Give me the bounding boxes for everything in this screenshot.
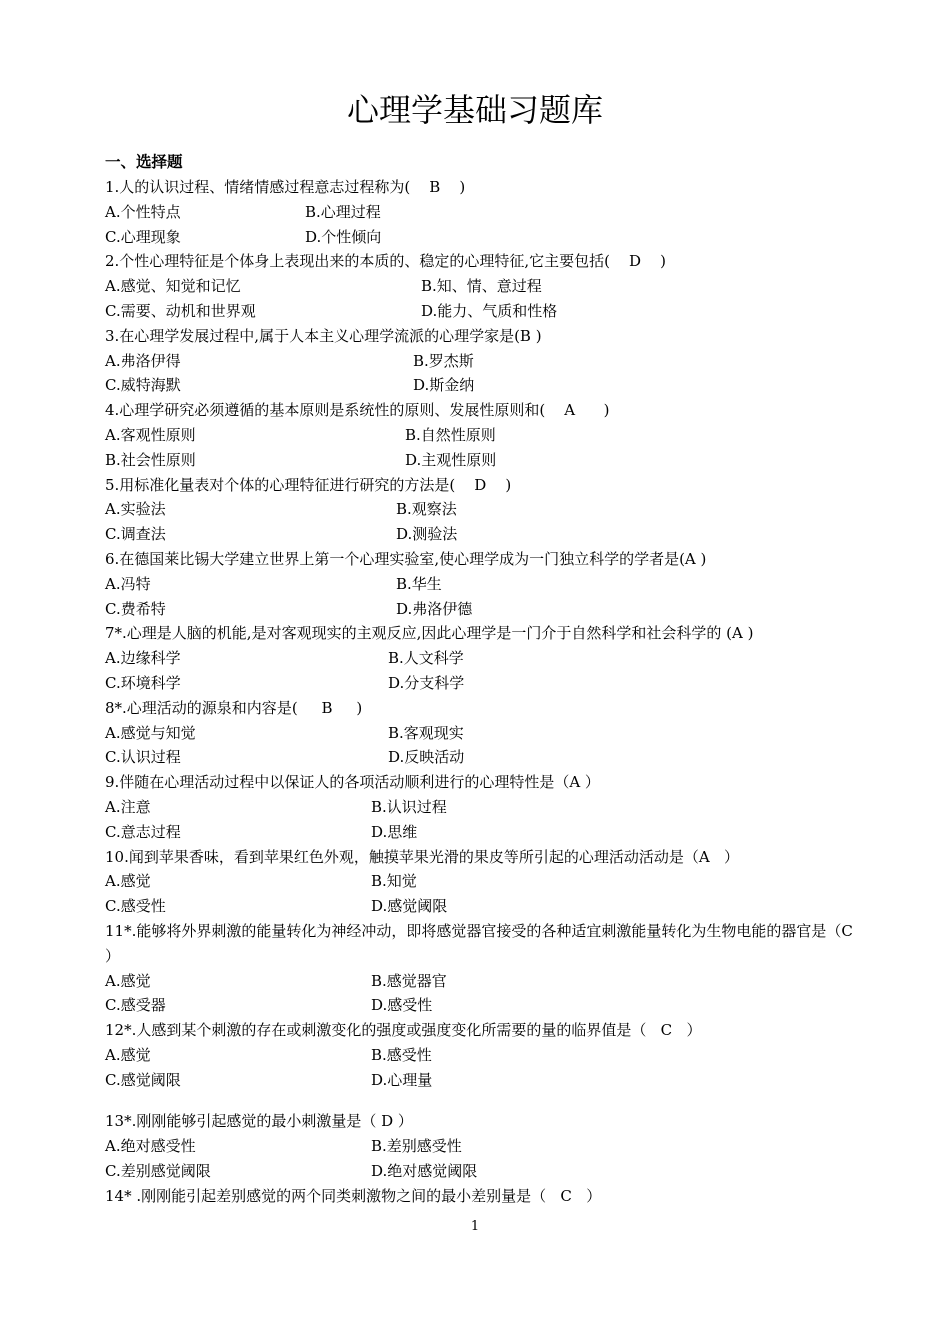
option-b: B.感受性 <box>371 1045 432 1064</box>
option-b: B.心理过程 <box>305 202 381 221</box>
option-b: B.知觉 <box>371 872 417 891</box>
question-4: 4.心理学研究必须遵循的基本原则是系统性的原则、发展性原则和( A ) <box>105 401 610 420</box>
question-8: 8*.心理活动的源泉和内容是( B ) <box>105 698 363 717</box>
options-row <box>105 274 865 299</box>
options-row <box>105 448 865 473</box>
options-row <box>105 820 865 845</box>
option-a: A.感觉 <box>105 1045 151 1064</box>
option-a: A.绝对感受性 <box>105 1137 196 1156</box>
option-d: D.测验法 <box>396 525 458 544</box>
option-c: C.威特海默 <box>105 376 181 395</box>
option-d: D.感觉阈限 <box>371 897 448 916</box>
option-d: D.感受性 <box>371 996 433 1015</box>
options-row <box>105 993 865 1018</box>
question-14: 14* .刚刚能引起差别感觉的两个同类刺激物之间的最小差别量是（ C ） <box>105 1186 602 1205</box>
option-c: C.需要、动机和世界观 <box>105 301 256 320</box>
option-b: B.差别感受性 <box>371 1137 462 1156</box>
option-d: D.弗洛伊德 <box>396 599 473 618</box>
option-c: C.认识过程 <box>105 748 181 767</box>
options-row <box>105 1134 865 1159</box>
option-a: A.感觉 <box>105 971 151 990</box>
options-row <box>105 869 865 894</box>
option-c: C.感受性 <box>105 897 166 916</box>
option-d: D.斯金纳 <box>413 376 475 395</box>
option-c: C.心理现象 <box>105 227 181 246</box>
document-title: 心理学基础习题库 <box>346 91 603 129</box>
options-row <box>105 1043 865 1068</box>
option-d: D.思维 <box>371 822 418 841</box>
option-d: D.能力、气质和性格 <box>421 301 558 320</box>
option-c: B.社会性原则 <box>105 450 196 469</box>
options-row <box>105 894 865 919</box>
option-a: A.弗洛伊得 <box>105 351 181 370</box>
options-row <box>105 597 865 622</box>
option-d: D.个性倾向 <box>305 227 382 246</box>
option-a: A.冯特 <box>105 574 151 593</box>
option-c: C.感觉阈限 <box>105 1070 181 1089</box>
question-5: 5.用标准化量表对个体的心理特征进行研究的方法是( D ) <box>105 475 512 494</box>
question-6: 6.在德国莱比锡大学建立世界上第一个心理实验室,使心理学成为一门独立科学的学者是(A ) <box>105 549 707 568</box>
options-row <box>105 572 865 597</box>
options-row <box>105 522 865 547</box>
option-a: A.实验法 <box>105 500 166 519</box>
section-heading: 一、选择题 <box>105 152 183 171</box>
question-10: 10.闻到苹果香味，看到苹果红色外观，触摸苹果光滑的果皮等所引起的心理活动活动是（A ） <box>105 847 739 866</box>
option-a: A.感觉与知觉 <box>105 723 196 742</box>
options-row <box>105 299 865 324</box>
question-12: 12*.人感到某个刺激的存在或刺激变化的强度或强度变化所需要的量的临界值是（ C ） <box>105 1021 702 1040</box>
options-row <box>105 373 865 398</box>
option-d: D.绝对感觉阈限 <box>371 1162 478 1181</box>
option-d: D.主观性原则 <box>405 450 497 469</box>
option-a: A.个性特点 <box>105 202 181 221</box>
question-13: 13*.刚刚能够引起感觉的最小刺激量是（ D ） <box>105 1112 413 1131</box>
options-row <box>105 646 865 671</box>
option-b: B.客观现实 <box>388 723 464 742</box>
option-b: B.华生 <box>396 574 442 593</box>
question-7: 7*.心理是人脑的机能,是对客观现实的主观反应,因此心理学是一门介于自然科学和社会科学的 (A ) <box>105 624 754 643</box>
option-a: A.客观性原则 <box>105 425 196 444</box>
option-b: B.人文科学 <box>388 649 464 668</box>
options-row <box>105 225 865 250</box>
options-row <box>105 497 865 522</box>
question-11: 11*.能够将外界刺激的能量转化为神经冲动，即将感觉器官接受的各种适宜刺激能量转化为生物电能的器官是（C ） <box>105 921 853 965</box>
option-c: C.差别感觉阈限 <box>105 1162 211 1181</box>
option-a: A.感觉、知觉和记忆 <box>105 277 241 296</box>
question-1: 1.人的认识过程、情绪情感过程意志过程称为( B ) <box>105 178 466 196</box>
option-c: C.环境科学 <box>105 673 181 692</box>
option-b: B.认识过程 <box>371 797 447 816</box>
option-d: D.分支科学 <box>388 673 465 692</box>
options-row <box>105 721 865 746</box>
option-c: C.感受器 <box>105 996 166 1015</box>
option-b: B.自然性原则 <box>405 425 496 444</box>
question-2: 2.个性心理特征是个体身上表现出来的本质的、稳定的心理特征,它主要包括( D ) <box>105 252 666 271</box>
question-list <box>105 175 865 1209</box>
options-row <box>105 200 865 225</box>
options-row <box>105 1068 865 1093</box>
options-row <box>105 423 865 448</box>
options-row <box>105 671 865 696</box>
option-b: B.感觉器官 <box>371 971 447 990</box>
option-d: D.反映活动 <box>388 748 465 767</box>
blank-line <box>105 1092 865 1109</box>
option-b: B.罗杰斯 <box>413 351 474 370</box>
question-9: 9.伴随在心理活动过程中以保证人的各项活动顺利进行的心理特性是（A ） <box>105 773 600 792</box>
option-d: D.心理量 <box>371 1070 433 1089</box>
option-c: C.调查法 <box>105 525 166 544</box>
options-row <box>105 745 865 770</box>
options-row <box>105 969 865 994</box>
options-row <box>105 349 865 374</box>
option-a: A.感觉 <box>105 872 151 891</box>
question-3: 3.在心理学发展过程中,属于人本主义心理学流派的心理学家是(B ) <box>105 326 542 345</box>
page-number: 1 <box>470 1219 480 1234</box>
options-row <box>105 795 865 820</box>
options-row <box>105 1159 865 1184</box>
option-a: A.注意 <box>105 797 151 816</box>
option-b: B.知、情、意过程 <box>421 277 542 296</box>
option-c: C.费希特 <box>105 599 166 618</box>
option-c: C.意志过程 <box>105 822 181 841</box>
option-b: B.观察法 <box>396 500 457 519</box>
option-a: A.边缘科学 <box>105 649 181 668</box>
